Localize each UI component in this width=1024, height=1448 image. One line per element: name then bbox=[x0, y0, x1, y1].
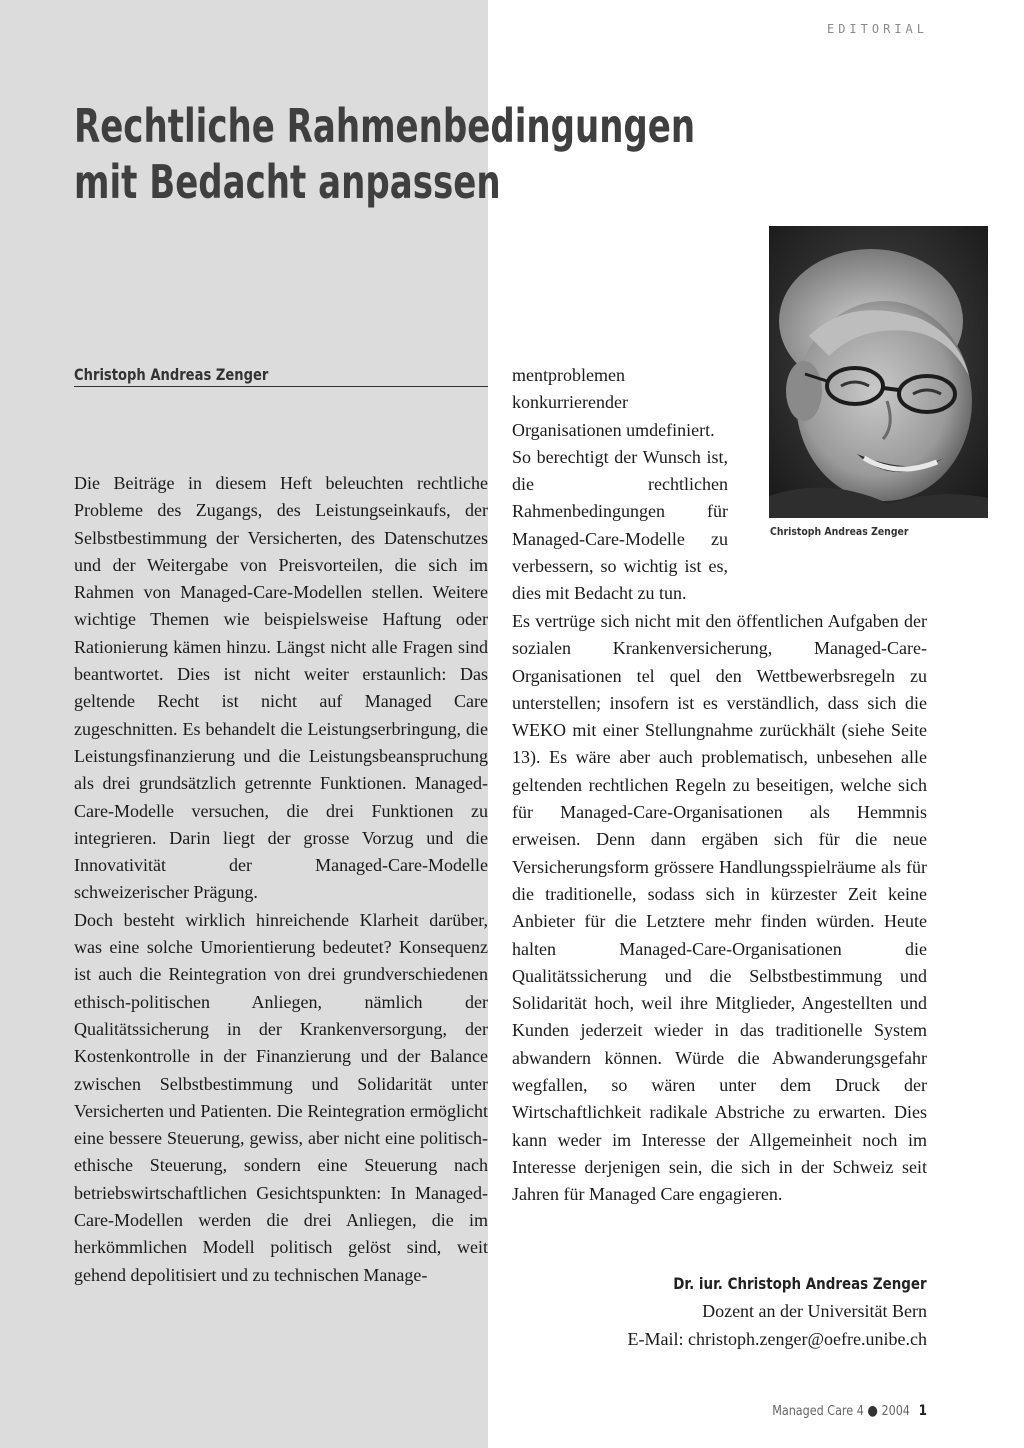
page-footer bbox=[772, 1403, 927, 1419]
page-number: 1 bbox=[918, 1403, 927, 1419]
portrait-image bbox=[769, 226, 988, 518]
author-name: Christoph Andreas Zenger bbox=[74, 365, 269, 384]
paragraph: Doch besteht wirklich hinreichende Klarheit darüber, was eine solche Umorientierung bedeutet? Konsequenz ist auch die Reintegration von drei grundverschiedenen ethisch-politischen Anliegen, nämlich der Qualitätssicherung in der Krankenversorgung, der Kostenkontrolle in der Finanzierung und der Balance zwischen Selbstbestimmung und Solidarität unter Versicherten und Patienten. Die Reintegration ermöglicht eine bessere Steuerung, gewiss, aber nicht eine politisch-ethische Steuerung, sondern eine Steuerung nach betriebswirtschaftlichen Gesichtspunkten: In Managed-Care-Modellen werden die drei Anliegen, die im herkömmlichen Modell politisch gelöst sind, weit gehend depolitisiert und zu technischen Manage- bbox=[74, 909, 488, 1285]
article-column-right bbox=[512, 608, 927, 1209]
section-label: EDITORIAL bbox=[826, 22, 928, 36]
signature-name: Dr. iur. Christoph Andreas Zenger bbox=[673, 1274, 927, 1293]
bullet-separator: ● bbox=[867, 1403, 878, 1419]
issue-number: 4 bbox=[856, 1404, 864, 1419]
signature-email[interactable]: E-Mail: christoph.zenger@oefre.unibe.ch bbox=[627, 1328, 927, 1349]
photo-caption: Christoph Andreas Zenger bbox=[770, 525, 909, 538]
paragraph: So berechtigt der Wunsch ist, die rechtlichen Rahmenbedingungen für Managed-Care-Modelle zu verbessern, so wichtig ist es, dies mit Bedacht zu tun. bbox=[512, 446, 728, 604]
issue-year: 2004 bbox=[881, 1404, 910, 1419]
article-column-left bbox=[74, 470, 488, 1289]
article-title bbox=[74, 98, 695, 210]
title-line-2: mit Bedacht anpassen bbox=[74, 155, 501, 209]
author-heading bbox=[74, 364, 488, 387]
article-column-right-narrow bbox=[512, 362, 728, 608]
author-photo bbox=[769, 226, 988, 518]
paragraph: mentproblemen konkurrierender Organisationen umdefiniert. bbox=[512, 365, 715, 440]
paragraph: Die Beiträge in diesem Heft beleuchten rechtliche Probleme des Zugangs, des Leistungseinkaufs, der Selbstbestimmung der Versicherten, des Datenschutzes und der Weitergabe von Preisvorteilen, die sich im Rahmen von Managed-Care-Modellen stellen. Weitere wichtige Themen wie beispielsweise Haftung oder Rationierung kämen hinzu. Längst nicht alle Fragen sind beantwortet. Dies ist nicht weiter erstaunlich: Das geltende Recht ist nicht auf Managed Care zugeschnitten. Es behandelt die Leistungserbringung, die Leistungsfinanzierung und die Leistungsbeanspruchung als drei grundsätzlich getrennte Funktionen. Managed-Care-Modelle versuchen, die drei Funktionen zu integrieren. Darin liegt der grosse Vorzug und die Innovativität der Managed-Care-Modelle schweizerischer Prägung. bbox=[74, 473, 488, 903]
signature-block bbox=[625, 1270, 927, 1353]
paragraph: Es vertrüge sich nicht mit den öffentlichen Aufgaben der sozialen Krankenversicherung, Managed-Care-Organisationen tel quel den Wettbewerbsregeln zu unterstellen; insofern ist es verständlich, dass sich die WEKO mit einer Stellungnahme zurückhält (siehe Seite 13). Es wäre aber auch problematisch, unbesehen alle geltenden rechtlichen Regeln zu beseitigen, welche sich für Managed-Care-Organisationen als Hemmnis erweisen. Denn dann ergäben sich für die neue Versicherungsform grössere Handlungsspielräume als für die traditionelle, sodass sich in kürzester Zeit keine Anbieter für die Letztere mehr finden würden. Heute halten Managed-Care-Organisationen die Qualitätssicherung und die Selbstbestimmung und Solidarität hoch, weil ihre Mitglieder, Angestellten und Kunden jederzeit wieder in das traditionelle System abwandern können. Würde die Abwanderungsgefahr wegfallen, so wären unter dem Druck der Wirtschaftlichkeit radikale Abstriche zu erwarten. Dies kann weder im Interesse der Allgemeinheit noch im Interesse derjenigen sein, die sich in der Schweiz seit Jahren für Managed Care engagieren. bbox=[512, 611, 927, 1205]
journal-name: Managed Care bbox=[772, 1404, 854, 1419]
title-line-1: Rechtliche Rahmenbedingungen bbox=[74, 99, 696, 153]
signature-position: Dozent an der Universität Bern bbox=[702, 1301, 927, 1321]
